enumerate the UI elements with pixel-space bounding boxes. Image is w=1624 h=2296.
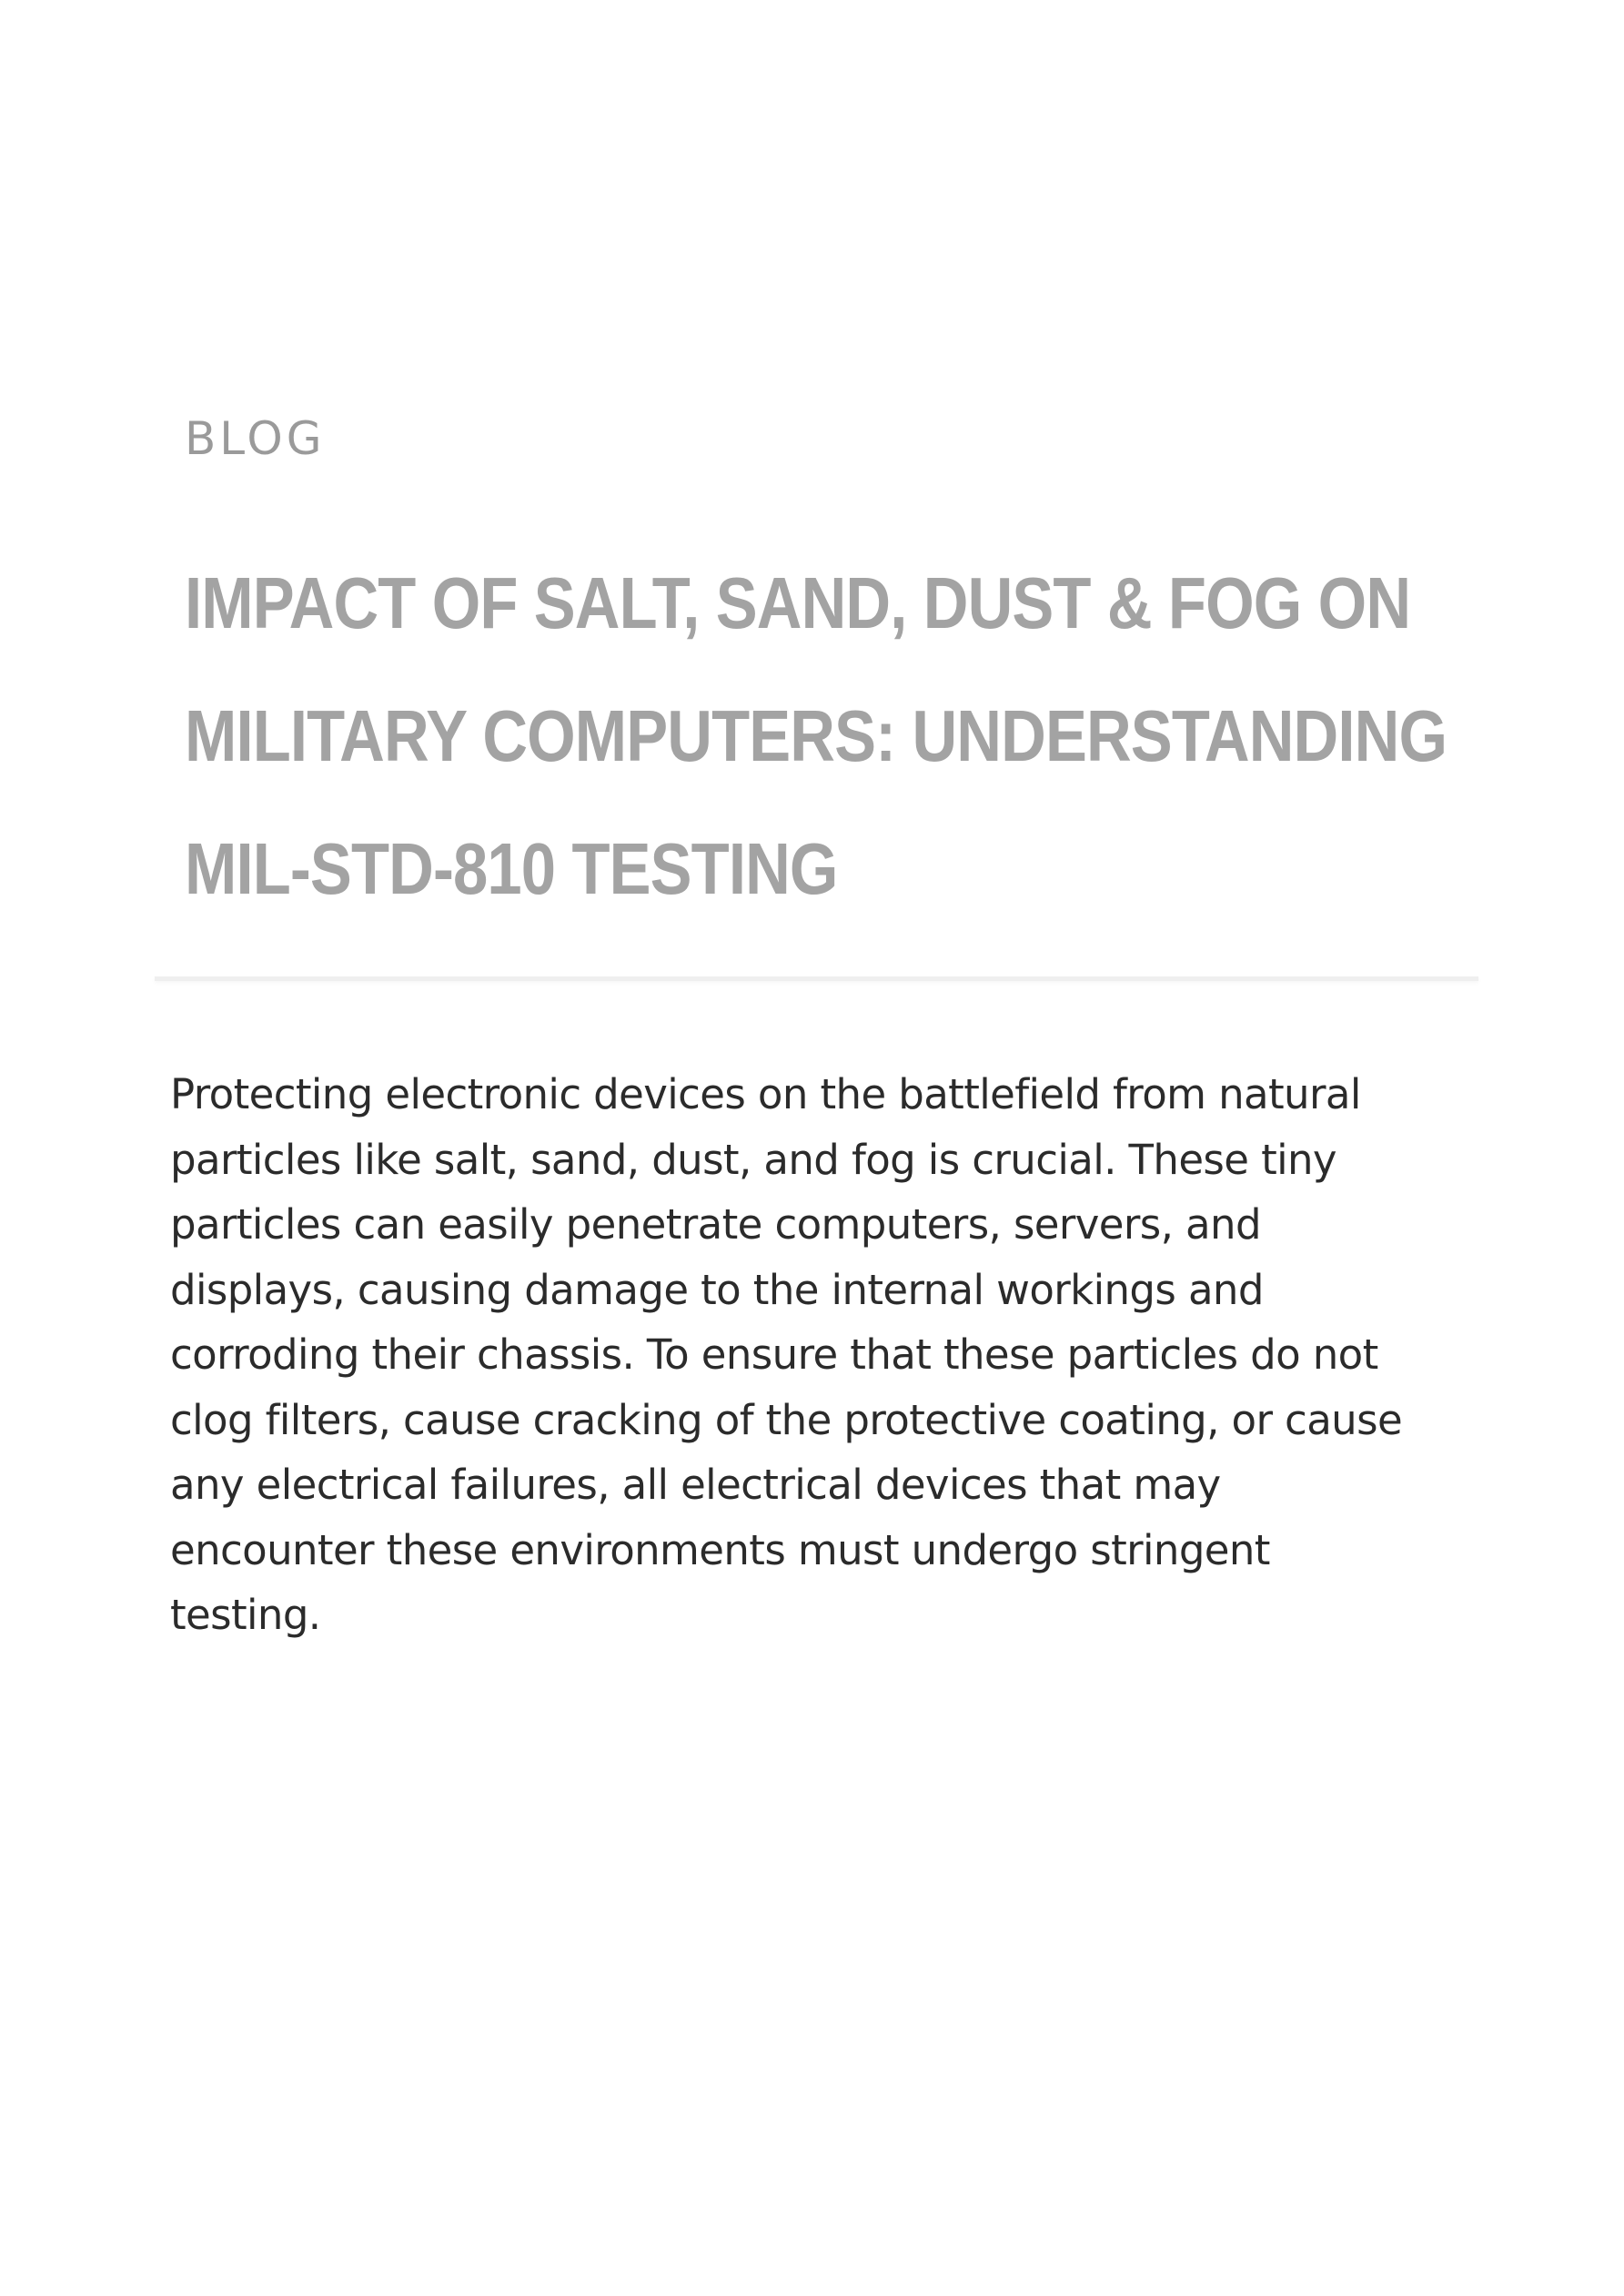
article-body	[170, 1062, 1480, 1648]
category-label: BLOG	[185, 412, 326, 465]
body-line: clog filters, cause cracking of the protective coating, or cause	[170, 1395, 1403, 1444]
body-line: encounter these environments must undergo stringent	[170, 1525, 1270, 1574]
body-line: Protecting electronic devices on the battlefield from natural	[170, 1070, 1361, 1118]
title-line: IMPACT OF SALT, SAND, DUST & FOG ON	[185, 562, 1411, 643]
article-title	[185, 537, 1447, 936]
title-line: MILITARY COMPUTERS: UNDERSTANDING	[185, 695, 1447, 776]
title-divider	[155, 976, 1478, 981]
title-line: MIL-STD-810 TESTING	[185, 828, 838, 909]
body-line: testing.	[170, 1591, 321, 1639]
body-line: particles like salt, sand, dust, and fog is crucial. These tiny	[170, 1135, 1337, 1184]
body-line: any electrical failures, all electrical devices that may	[170, 1461, 1221, 1509]
body-line: particles can easily penetrate computers, servers, and	[170, 1200, 1261, 1249]
body-line: corroding their chassis. To ensure that these particles do not	[170, 1330, 1378, 1379]
body-line: displays, causing damage to the internal workings and	[170, 1265, 1264, 1314]
